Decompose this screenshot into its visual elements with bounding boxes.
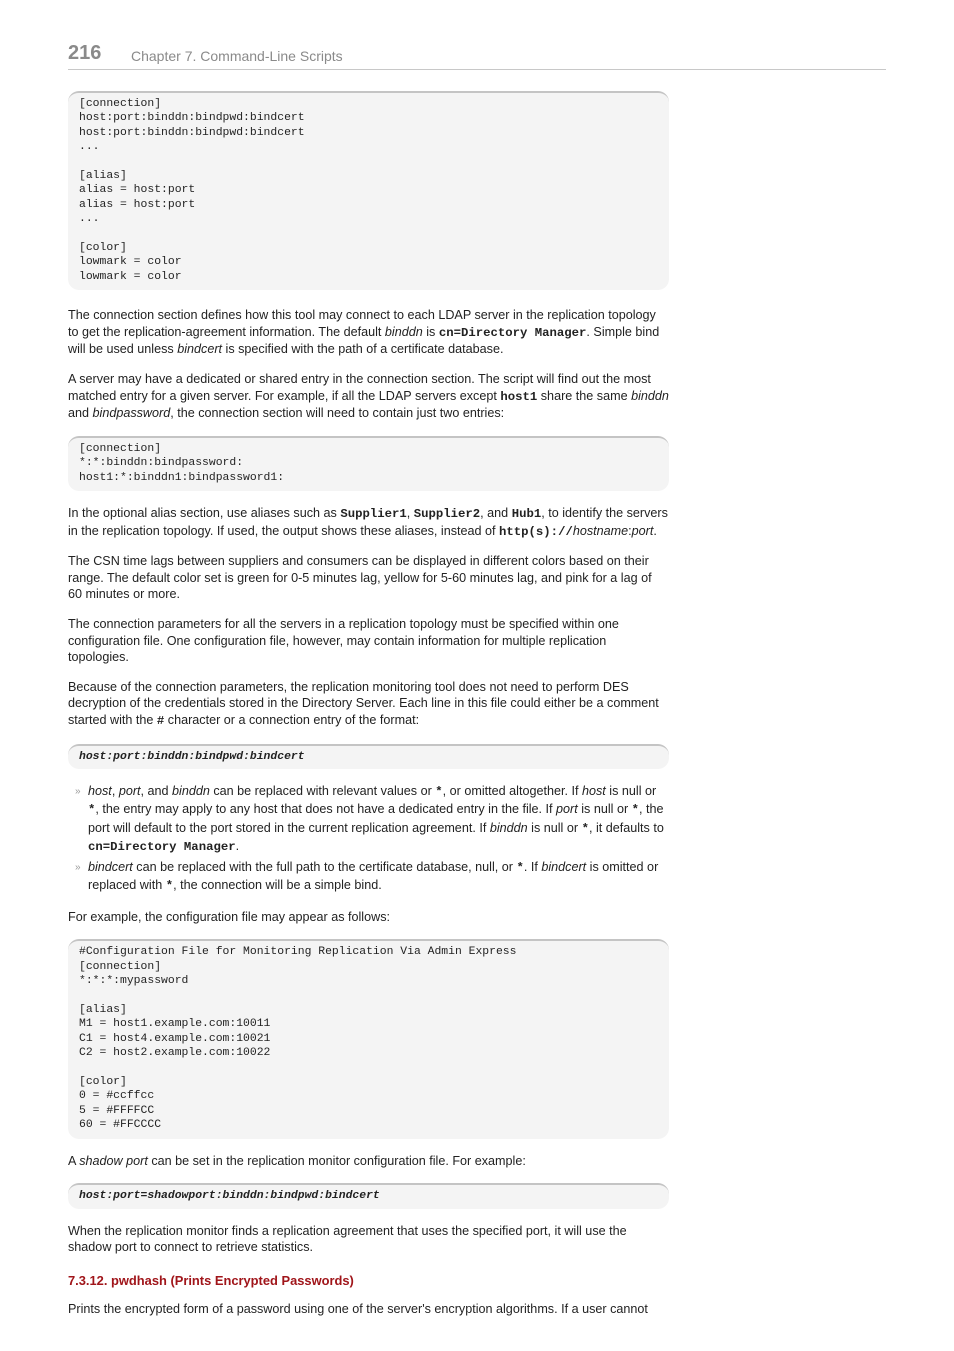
page-header [68,40,886,70]
paragraph-example-intro: For example, the configuration file may appear as follows: [68,909,391,924]
paragraph-pwdhash-intro: Prints the encrypted form of a password using one of the server's encryption algorithms. If a user cannot [68,1301,648,1316]
page-content [68,91,669,1317]
paragraph-dedicated-entry: A server may have a dedicated or shared entry in the connection section. The script will find out the most matched entry for a given server. For example, if all the LDAP servers except host1 share the same binddn and bindpassword, the connection section will need to contain just two entries: [68,372,669,421]
section-heading-pwdhash: 7.3.12. pwdhash (Prints Encrypted Passwords) [68,1272,354,1288]
paragraph-des-decryption: Because of the connection parameters, the replication monitoring tool does not need to perform DES decryption of the credentials stored in the Directory Server. Each line in this file could either be a comment started with the # character or a connection entry of the format: [68,679,659,728]
paragraph-alias-section: In the optional alias section, use aliases such as Supplier1, Supplier2, and Hub1, to identify the servers in the replication topology. If used, the output shows these aliases, instead of http(s)://hostname:port. [68,506,668,539]
shadow-port-code-block: host:port=shadowport:binddn:bindpwd:bindcert [68,1183,669,1208]
paragraph-csn-time-lags: The CSN time lags between suppliers and consumers can be displayed in different colors based on their range. The default color set is green for 0-5 minutes lag, yellow for 5-60 minutes lag, and pink for a lag of 60 minutes or more. [68,554,652,602]
entry-format-code-block: host:port:binddn:bindpwd:bindcert [68,744,669,769]
paragraph-connection-parameters: The connection parameters for all the servers in a replication topology must be specified within one configuration file. One configuration file, however, may contain information for multiple replication topologies. [68,617,619,665]
bullet-marker: » [75,862,81,874]
example-config-code-block: #Configuration File for Monitoring Replication Via Admin Express [connection] *:*:*:mypassword [alias] M1 = host1.example.com:10011 C1 = host4.example.com:10021 C2 = host2.example.com:10022 [color] 0 = #ccffcc 5 = #FFFFCC 60 = #FFCCCC [68,939,669,1138]
bullet-marker: » [75,786,81,797]
connection-entries-code-block: [connection] *:*:binddn:bindpassword: host1:*:binddn1:bindpassword1: [68,436,669,491]
list-item-host-port-binddn: » host, port, and binddn can be replaced with relevant values or *, or omitted altogether. If host is null or *, the entry may apply to any host that does not have a dedicated entry in the file. If port is null or *, the port will default to the port stored in the current replication agreement. If binddn is null or *, it defaults to cn=Directory Manager. [75,784,664,854]
page-number: 216 [68,42,102,64]
config-format-code-block: [connection] host:port:binddn:bindpwd:bindcert host:port:binddn:bindpwd:bindcert ... [alias] alias = host:port alias = host:port ... [color] lowmark = color lowmark = color [68,91,669,290]
paragraph-shadow-port: A shadow port can be set in the replication monitor configuration file. For example: [68,1153,526,1168]
paragraph-replication-monitor: When the replication monitor finds a replication agreement that uses the specified port, it will use the shadow port to connect to retrieve statistics. [68,1223,627,1255]
paragraph-connection-section: The connection section defines how this tool may connect to each LDAP server in the replication topology to get the replication-agreement information. The default binddn is cn=Directory Manager. Simple bind will be used unless bindcert is specified with the path of a certificate database. [68,308,660,357]
list-item-bindcert: » bindcert can be replaced with the full path to the certificate database, null, or *. If bindcert is omitted or replaced with *, the connection will be a simple bind. [75,860,659,894]
chapter-title: Chapter 7. Command-Line Scripts [131,48,343,64]
